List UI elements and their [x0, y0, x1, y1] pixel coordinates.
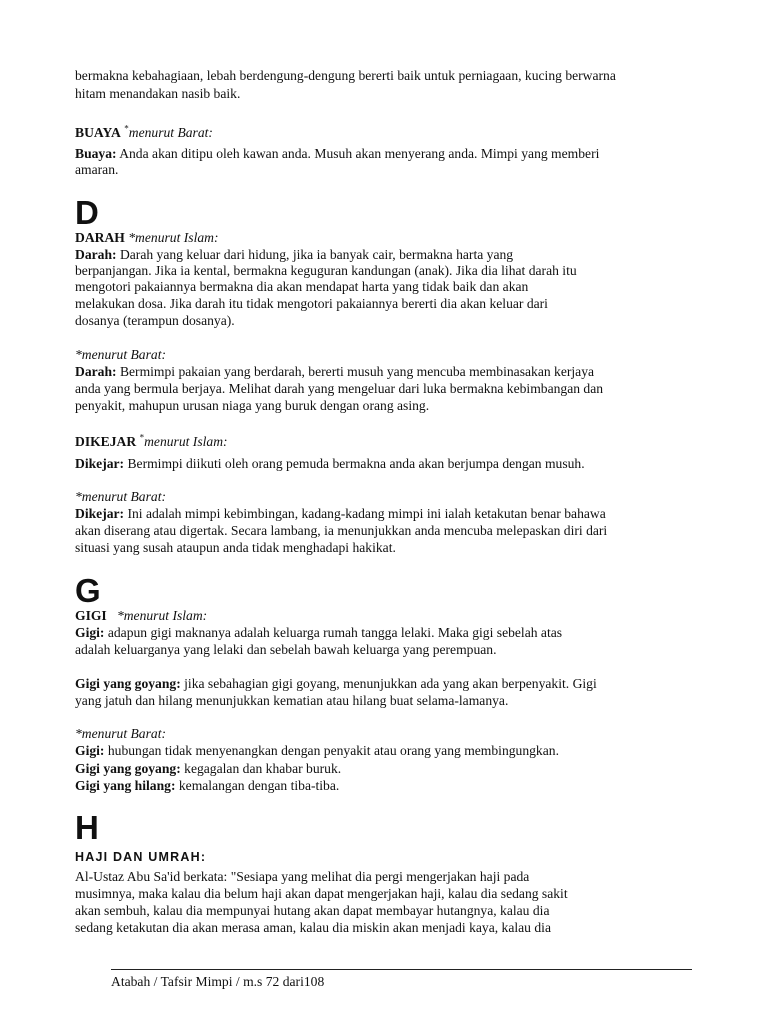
section-letter-d: D [75, 194, 99, 231]
entry-label: Gigi yang goyang: [75, 676, 181, 691]
section-letter-g: G [75, 572, 101, 609]
entry-text-line: hubungan tidak menyenangkan dengan penyakit atau orang yang membingungkan. [104, 743, 559, 758]
entry-text [75, 778, 339, 794]
source-label: menurut Islam: [144, 434, 228, 449]
entry-text-line: jika sebahagian gigi goyang, menunjukkan ada yang akan berpenyakit. Gigi [180, 676, 597, 691]
entry-text-line: dosanya (terampun dosanya). [75, 313, 235, 328]
entry-label: Gigi yang hilang: [75, 778, 176, 793]
entry-text-line: melakukan dosa. Jika darah itu tidak mengotori pakaiannya bererti dia akan keluar dari [75, 296, 548, 311]
entry-text-line: penyakit, mahupun urusan niaga yang buruk dengan orang asing. [75, 398, 430, 413]
entry-text-line: Al-Ustaz Abu Sa'id berkata: "Sesiapa yang melihat dia pergi mengerjakan haji pada [75, 869, 530, 884]
entry-text-line: akan diserang atau digertak. Secara lambang, ia menunjukkan anda mencuba melepaskan diri dari [75, 523, 608, 538]
entry-label: Dikejar: [75, 456, 125, 471]
entry-term: BUAYA [75, 125, 121, 140]
source-label: *menurut Islam: [128, 230, 219, 245]
entry-text [75, 761, 341, 777]
entry-text-line: kemalangan dengan tiba-tiba. [175, 778, 340, 793]
entry-label: Gigi yang goyang: [75, 761, 181, 776]
entry-text-line: situasi yang susah ataupun anda tidak menghadapi hakikat. [75, 540, 396, 555]
entry-text [75, 364, 594, 380]
entry-term: DARAH [75, 230, 125, 245]
asterisk: * [124, 123, 129, 134]
page-footer: Atabah / Tafsir Mimpi / m.s 72 dari108 [111, 974, 325, 989]
source-label: *menurut Islam: [116, 608, 208, 623]
entry-text-line: yang jatuh dan hilang menunjukkan kematian atau hilang buat selama-lamanya. [75, 693, 509, 708]
asterisk: * [139, 432, 145, 443]
entry-text-line: berpanjangan. Jika ia kental, bermakna keguguran kandungan (anak). Jika dia lihat darah itu [75, 263, 577, 278]
entry-text [75, 456, 585, 472]
entry-label: Darah: [75, 364, 117, 379]
entry-text [75, 506, 606, 522]
entry-text-line: Bermimpi diikuti oleh orang pemuda bermakna anda akan berjumpa dengan musuh. [124, 456, 585, 471]
entry-label: Gigi: [75, 625, 105, 640]
entry-text-line: akan sembuh, kalau dia mempunyai hutang akan dapat membayar hutangnya, kalau dia [75, 903, 550, 918]
entry-heading-buaya [75, 125, 213, 141]
footer-divider [111, 969, 692, 970]
entry-text-line: Anda akan ditipu oleh kawan anda. Musuh akan menyerang anda. Mimpi yang memberi [116, 146, 600, 161]
entry-text-line: sedang ketakutan dia akan merasa aman, kalau dia miskin akan menjadi kaya, kalau dia [75, 920, 551, 935]
source-label: *menurut Barat: [75, 726, 166, 741]
entry-heading-haji: HAJI DAN UMRAH: [75, 850, 207, 864]
entry-text [75, 146, 599, 162]
entry-label: Gigi: [75, 743, 105, 758]
entry-text [75, 676, 597, 692]
entry-text [75, 743, 559, 759]
source-label: *menurut Barat: [75, 347, 166, 362]
entry-text-line: adalah keluarganya yang lelaki dan sebelah bawah keluarga yang perempuan. [75, 642, 497, 657]
entry-heading-darah [75, 230, 219, 246]
entry-text [75, 247, 513, 263]
source-label: *menurut Barat: [75, 489, 166, 504]
entry-label: Darah: [75, 247, 117, 262]
entry-text-line: mengotori pakaiannya bermakna dia akan mendapat harta yang tidak baik dan akan [75, 279, 529, 294]
entry-label: Buaya: [75, 146, 117, 161]
entry-text [75, 625, 562, 641]
entry-heading-gigi [75, 608, 207, 624]
entry-heading-dikejar [75, 434, 228, 450]
entry-label: Dikejar: [75, 506, 125, 521]
source-label: menurut Barat: [128, 125, 213, 140]
entry-text-line: kegagalan dan khabar buruk. [180, 761, 342, 776]
intro-line: hitam menandakan nasib baik. [75, 86, 241, 101]
section-letter-h: H [75, 809, 99, 846]
entry-text-line: Bermimpi pakaian yang berdarah, bererti musuh yang mencuba membinasakan kerjaya [116, 364, 595, 379]
entry-text-line: amaran. [75, 162, 119, 177]
entry-text-line: anda yang bermula berjaya. Melihat darah yang mengeluar dari luka bermakna kebimbangan dan [75, 381, 604, 396]
entry-term: GIGI [75, 608, 107, 623]
entry-text-line: Darah yang keluar dari hidung, jika ia banyak cair, bermakna harta yang [116, 247, 514, 262]
intro-line: bermakna kebahagiaan, lebah berdengung-dengung bererti baik untuk perniagaan, kucing berwarna [75, 68, 616, 83]
entry-text-line: musimnya, maka kalau dia belum haji akan dapat mengerjakan haji, kalau dia sedang sakit [75, 886, 568, 901]
entry-text-line: Ini adalah mimpi kebimbingan, kadang-kadang mimpi ini ialah ketakutan benar bahawa [124, 506, 606, 521]
entry-term: DIKEJAR [75, 434, 137, 449]
entry-text-line: adapun gigi maknanya adalah keluarga rumah tangga lelaki. Maka gigi sebelah atas [104, 625, 563, 640]
